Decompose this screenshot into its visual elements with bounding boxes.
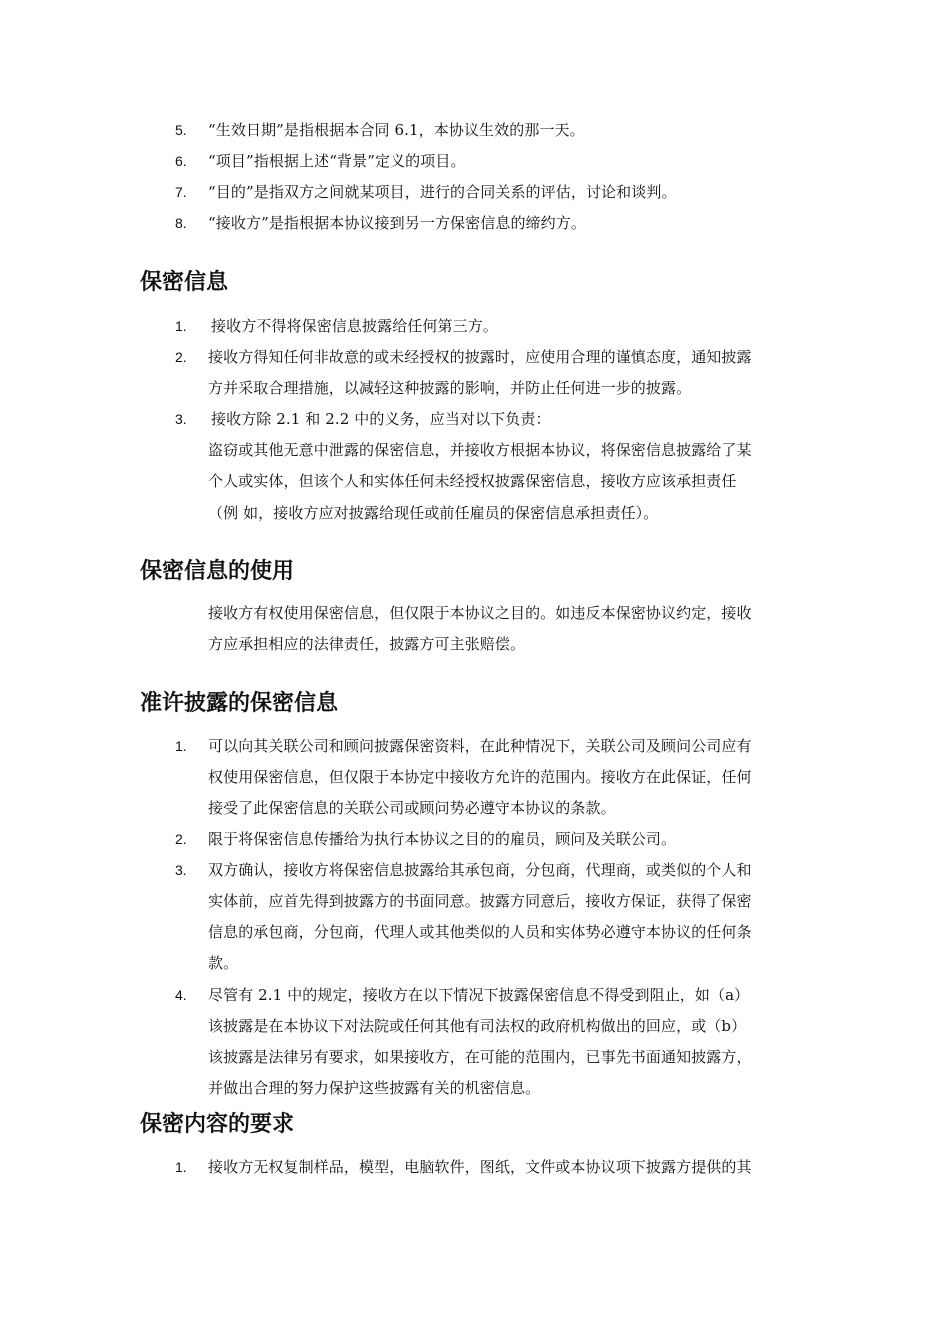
list-text-line: 款。 — [208, 954, 239, 972]
list-text-line: 个人或实体，但该个人和实体任何未经授权披露保密信息，接收方应该承担责任 — [208, 472, 737, 490]
list-number: 3. — [175, 862, 187, 878]
list-text-line: 该披露是在本协议下对法院或任何其他有司法权的政府机构做出的回应，或（b） — [208, 1017, 747, 1035]
section-heading: 保密信息的使用 — [140, 559, 295, 584]
list-number: 4. — [175, 987, 187, 1003]
list-text-line: 接受了此保密信息的关联公司或顾问势必遵守本协议的条款。 — [208, 799, 616, 817]
section-heading: 保密信息 — [140, 270, 229, 295]
list-text-line: 实体前，应首先得到披露方的书面同意。披露方同意后，接收方保证，获得了保密 — [208, 892, 752, 910]
list-text-line: 尽管有 2.1 中的规定，接收方在以下情况下披露保密信息不得受到阻止，如（a） — [208, 986, 750, 1004]
list-text-line: 该披露是法律另有要求，如果接收方，在可能的范围内，已事先书面通知披露方， — [208, 1048, 752, 1066]
list-text-line: 可以向其关联公司和顾问披露保密资料，在此种情况下，关联公司及顾问公司应有 — [208, 737, 752, 755]
list-text-line: 权使用保密信息，但仅限于本协定中接收方允许的范围内。接收方在此保证，任何 — [208, 768, 752, 786]
list-text-line: 信息的承包商，分包商，代理人或其他类似的人员和实体势必遵守本协议的任何条 — [208, 923, 752, 941]
list-number: 1. — [175, 738, 187, 754]
list-text: “项目”指根据上述“背景”定义的项目。 — [208, 152, 466, 170]
list-text-line: 盗窃或其他无意中泄露的保密信息，并接收方根据本协议，将保密信息披露给了某 — [208, 441, 752, 459]
list-number: 6. — [175, 153, 187, 169]
section-heading: 保密内容的要求 — [140, 1112, 295, 1137]
list-number: 7. — [175, 184, 187, 200]
list-number: 3. — [175, 411, 187, 427]
list-text-line: 方并采取合理措施，以减轻这种披露的影响，并防止任何进一步的披露。 — [208, 379, 692, 397]
list-text: “目的”是指双方之间就某项目，进行的合同关系的评估，讨论和谈判。 — [208, 183, 677, 201]
list-number: 1. — [175, 318, 187, 334]
paragraph-text: 接收方有权使用保密信息，但仅限于本协议之目的。如违反本保密协议约定，接收 — [208, 604, 752, 622]
list-text: 接收方无权复制样品，模型，电脑软件，图纸，文件或本协议项下披露方提供的其 — [208, 1158, 752, 1176]
list-text-line: 双方确认，接收方将保密信息披露给其承包商，分包商，代理商，或类似的个人和 — [208, 861, 752, 879]
list-number: 1. — [175, 1159, 187, 1175]
paragraph-text: 方应承担相应的法律责任，披露方可主张赔偿。 — [208, 635, 526, 653]
list-text-line: 接收方除 2.1 和 2.2 中的义务，应当对以下负责： — [211, 410, 551, 428]
section-heading: 准许披露的保密信息 — [140, 691, 339, 716]
list-text: 接收方不得将保密信息披露给任何第三方。 — [211, 317, 498, 335]
list-text: 限于将保密信息传播给为执行本协议之目的的雇员，顾问及关联公司。 — [208, 830, 677, 848]
list-text: “生效日期”是指根据本合同 6.1，本协议生效的那一天。 — [208, 121, 585, 139]
list-text-line: （例 如，接收方应对披露给现任或前任雇员的保密信息承担责任）。 — [208, 504, 659, 522]
list-text-line: 并做出合理的努力保护这些披露有关的机密信息。 — [208, 1079, 541, 1097]
list-text: “接收方”是指根据本协议接到另一方保密信息的缔约方。 — [208, 214, 586, 232]
list-number: 2. — [175, 349, 187, 365]
list-number: 5. — [175, 122, 187, 138]
list-number: 8. — [175, 215, 187, 231]
list-text-line: 接收方得知任何非故意的或未经授权的披露时，应使用合理的谨慎态度，通知披露 — [208, 348, 752, 366]
list-number: 2. — [175, 831, 187, 847]
